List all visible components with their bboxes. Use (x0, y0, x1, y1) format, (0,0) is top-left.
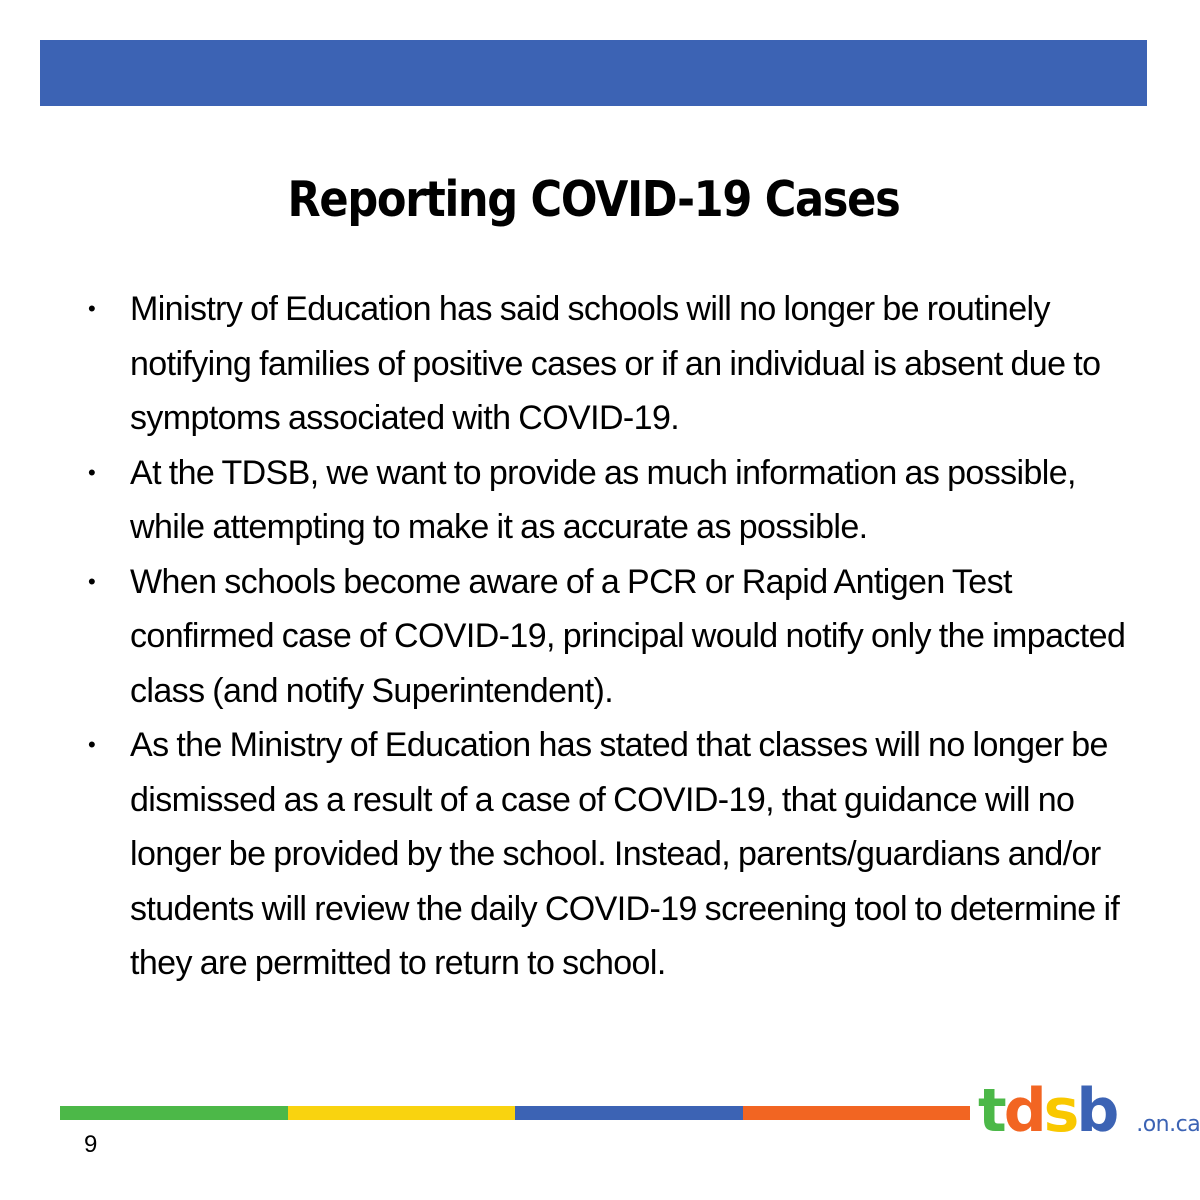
tdsb-logo (978, 1076, 1200, 1146)
bullet-text: At the TDSB, we want to provide as much information as possible, while attempting to make it as accurate as possible. (130, 453, 1076, 546)
bullet-icon: • (88, 296, 96, 321)
slide-title: Reporting COVID-19 Cases (287, 171, 900, 228)
bullet-icon: • (88, 459, 96, 485)
page-number: 9 (84, 1131, 98, 1158)
top-banner (40, 40, 1147, 106)
logo-suffix: .on.ca (1136, 1112, 1200, 1137)
footer-bar-yellow (288, 1106, 516, 1120)
bullet-text: As the Ministry of Education has stated that classes will no longer be dismissed as a result of a case of COVID-19, that guidance will no longer be provided by the school. Instead, parents/guardians and/or students will review the daily COVID-19 screening tool to determine if they are permitted to return to school. (130, 726, 1120, 982)
bullet-list (84, 282, 1144, 991)
bullet-item (84, 282, 1144, 446)
bullet-item (84, 446, 1144, 555)
logo-letter-d: d (1003, 1076, 1044, 1146)
logo-wordmark (978, 1076, 1134, 1146)
footer-bar-orange (743, 1106, 971, 1120)
footer-color-bar (60, 1106, 970, 1120)
bullet-icon: • (88, 732, 96, 757)
bullet-text: Ministry of Education has said schools will no longer be routinely notifying families of positive cases or if an individual is absent due to symptoms associated with COVID-19. (130, 290, 1101, 437)
bullet-item (84, 718, 1144, 991)
footer-bar-blue (515, 1106, 743, 1120)
footer-bar-green (60, 1106, 288, 1120)
logo-letter-s: s (1043, 1076, 1077, 1146)
bullet-icon: • (88, 568, 96, 594)
bullet-text: When schools become aware of a PCR or Rapid Antigen Test confirmed case of COVID-19, principal would notify only the impacted class (and notify Superintendent). (130, 562, 1126, 710)
bullet-item (84, 555, 1144, 719)
logo-letter-b: b (1076, 1076, 1117, 1146)
logo-letter-t: t (978, 1076, 1004, 1146)
